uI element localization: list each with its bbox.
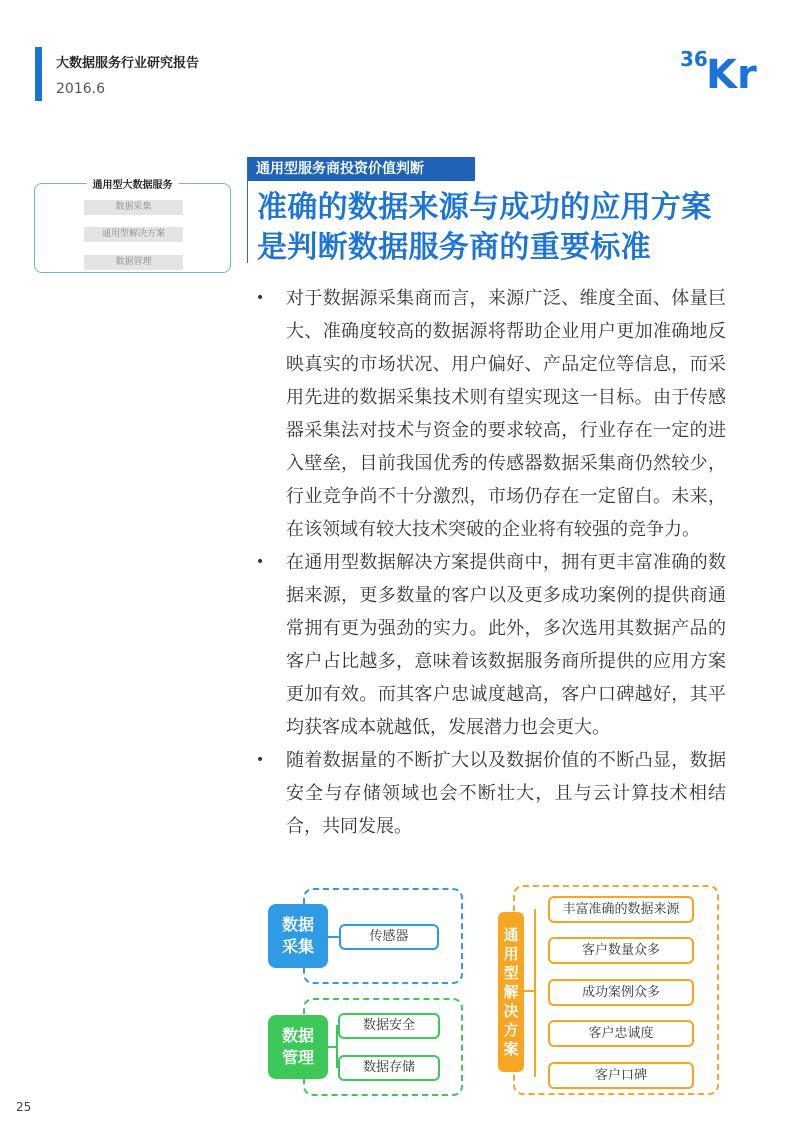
solution-item: 丰富准确的数据来源 (548, 896, 694, 923)
solution-label: 通用型解决方案 (498, 912, 524, 1072)
bullet-list (256, 282, 726, 843)
mini-item-collection: 数据采集 (84, 200, 183, 215)
header-accent-bar (35, 47, 42, 101)
bullet-item: • 随着数据量的不断扩大以及数据价值的不断凸显，数据安全与存储领域也会不断壮大，且与云计算技术相结合，共同发展。 (256, 744, 726, 843)
report-title: 大数据服务行业研究报告 (56, 56, 200, 71)
connector-line (534, 909, 536, 1077)
solution-item: 成功案例众多 (548, 979, 694, 1006)
management-item-security: 数据安全 (338, 1013, 440, 1039)
bullet-item: • 在通用型数据解决方案提供商中，拥有更丰富准确的数据来源，更多数量的客户以及更多成功案例的提供商通常拥有更为强劲的实力。此外，多次选用其数据产品的客户占比越多，意味着该数据服务商所提供的应用方案更加有效。而其客户忠诚度越高，客户口碑越好，其平均获客成本就越低，发展潜力也会更大。 (256, 546, 726, 744)
solution-item: 客户数量众多 (548, 937, 694, 964)
bullet-dot-icon: • (256, 554, 265, 570)
collection-label: 数据采集 (268, 904, 328, 968)
report-date: 2016.6 (56, 81, 105, 97)
page-number: 25 (16, 1100, 32, 1114)
bullet-item: • 对于数据源采集商而言，来源广泛、维度全面、体量巨大、准确度较高的数据源将帮助企业用户更加准确地反映真实的市场状况、用户偏好、产品定位等信息，而采用先进的数据采集技术则有望实现这一目标。由于传感器采集法对技术与资金的要求较高，行业存在一定的进入壁垒，目前我国优秀的传感器数据采集商仍然较少，行业竞争尚不十分激烈，市场仍存在一定留白。未来，在该领域有较大技术突破的企业将有较强的竞争力。 (256, 282, 726, 546)
36kr-logo (680, 44, 770, 90)
collection-item-sensor: 传感器 (339, 924, 439, 950)
bullet-dot-icon: • (256, 752, 265, 768)
solution-item: 客户口碑 (548, 1062, 694, 1089)
section-headline: 准确的数据来源与成功的应用方案是判断数据服务商的重要标准 (257, 190, 712, 265)
section-tag: 通用型服务商投资价值判断 (248, 157, 475, 181)
mini-item-solution: 通用型解决方案 (84, 227, 183, 242)
logo-text-36: 36 (680, 47, 708, 71)
management-item-storage: 数据存储 (338, 1055, 440, 1081)
mini-item-management: 数据管理 (84, 255, 183, 270)
bullet-dot-icon: • (256, 290, 265, 306)
mini-panel-title: 通用型大数据服务 (34, 176, 231, 191)
management-label: 数据管理 (268, 1015, 328, 1079)
logo-text-kr: Kr (706, 52, 757, 90)
solution-item: 客户忠诚度 (548, 1020, 694, 1047)
connector-line (524, 990, 536, 992)
